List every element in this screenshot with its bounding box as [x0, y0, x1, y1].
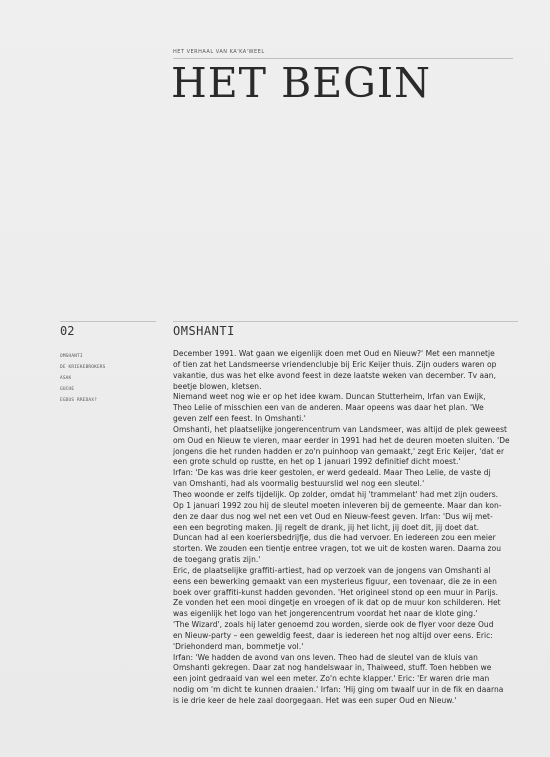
toc-item: EGDUS RREDAX? [60, 398, 97, 403]
body-line: Theo woonde er zelfs tijdelijk. Op zolder, omdat hij 'trammelant' had met zijn ouders. [173, 489, 499, 499]
body-line: om Oud en Nieuw te vieren, maar eerder in 1991 had het de deuren moeten sluiten. 'De [173, 435, 510, 445]
body-line: Omshanti gekregen. Daar zat nog handelswaar in, Thaiweed, stuff. Toen hebben we [173, 663, 492, 673]
body-line: Niemand weet nog wie er op het idee kwam. Duncan Stutterheim, Irfan van Ewijk, [173, 392, 486, 402]
body-line: December 1991. Wat gaan we eigenlijk doen met Oud en Nieuw?' Met een mannetje [173, 349, 495, 358]
body-line: of tien zat het Landsmeerse vriendenclubje bij Eric Keijer thuis. Zijn ouders waren op [173, 359, 497, 369]
body-line: Irfan: 'We hadden de avond van ons leven. Theo had de sleutel van de kluis van [173, 652, 478, 662]
body-line: was eigenlijk het logo van het jongerencentrum voordat het naar de klote ging.' [173, 609, 478, 619]
body-line: is ie drie keer de hele zaal doorgegaan. Het was een super Oud en Nieuw.' [173, 696, 457, 705]
body-line: Theo Lelie of misschien een van de anderen. Maar opeens was daar het plan. 'We [173, 403, 484, 413]
body-line: Ze vonden het een mooi dingetje en vroegen of ik dat op de muur kon schilderen. Het [173, 598, 501, 608]
chapter-contents-list [60, 351, 160, 406]
body-line: 'The Wizard', zoals hij later genoemd zou worden, sierde ook de flyer voor deze Oud [173, 620, 494, 630]
section-title: OMSHANTI [173, 324, 235, 338]
chapter-number: 02 [60, 324, 75, 338]
body-line: vakantie, dus was het elke avond feest in deze laatste weken van december. Tv aan, [173, 370, 497, 380]
toc-item: GUCHE [60, 387, 75, 392]
toc-item: DE KRIEKEBROKERS [60, 365, 106, 370]
body-line: geven zelf een feest. In Omshanti.' [173, 414, 306, 424]
body-line: de toegang gratis zijn.' [173, 555, 261, 565]
body-line: boek over graffiti-kunst hadden gevonden. 'Het origineel stond op een muur in Parijs. [173, 587, 499, 597]
body-line: een grote schuld op rustte, en het op 1 januari 1992 definitief dicht moest.' [173, 457, 461, 467]
body-line: den ze daar dus nog wel net een vet Oud en Nieuw-feest geven. Irfan: 'Dus wij met- [173, 511, 493, 521]
toc-item: OMSHANTI [60, 354, 83, 359]
body-line: een joint gedraaid van wel een meter. Zo'n echte klapper.' Eric: 'Er waren drie man [173, 674, 490, 684]
toc-item: ASAK [60, 376, 72, 381]
running-head: HET VERHAAL VAN KA'KA'WEEL [173, 49, 265, 55]
body-line: Irfan: 'De kas was drie keer gestolen, er werd gedeald. Maar Theo Lelie, de vaste dj [173, 468, 491, 478]
body-line: en Nieuw-party – een geweldig feest, daar is iedereen het nog altijd over eens. Eric: [173, 630, 493, 640]
left-divider [60, 321, 156, 322]
body-line: Op 1 januari 1992 zou hij de sleutel moeten inleveren bij de gemeente. Maar dan kon- [173, 500, 502, 510]
body-line: nodig om 'm dicht te kunnen draaien.' Irfan: 'Hij ging om twaalf uur in de fik en daarna [173, 685, 504, 695]
body-line: jongens die het runden hadden er zo'n puinhoop van gemaakt,' zegt Eric Keijer, 'dat er [173, 446, 505, 456]
right-divider [173, 321, 518, 322]
body-line: 'Driehonderd man, bommetje vol.' [173, 641, 304, 651]
body-line: een een begroting maken. Jij regelt de drank, jij het licht, jij doet dit, jij doet dat. [173, 522, 480, 532]
body-line: Duncan had al een koeriersbedrijfje, dus die had vervoer. En iedereen zou een meier [173, 533, 496, 543]
body-line: Omshanti, het plaatselijke jongerencentrum van Landsmeer, was altijd de plek geweest [173, 424, 508, 434]
page-title: HET BEGIN [171, 59, 431, 107]
body-text [173, 349, 518, 707]
body-line: storten. We zouden een tientje entree vragen, tot we uit de kosten waren. Daarna zou [173, 544, 502, 554]
body-line: eens een bewerking gemaakt van een mysterieus figuur, een tovenaar, die ze in een [173, 576, 497, 586]
body-line: Eric, de plaatselijke graffiti-artiest, had op verzoek van de jongens van Omshanti al [173, 565, 491, 575]
body-line: van Omshanti, had als voormalig bestuurslid wel nog een sleutel.' [173, 479, 425, 489]
body-line: beetje blowen, kletsen. [173, 381, 262, 391]
